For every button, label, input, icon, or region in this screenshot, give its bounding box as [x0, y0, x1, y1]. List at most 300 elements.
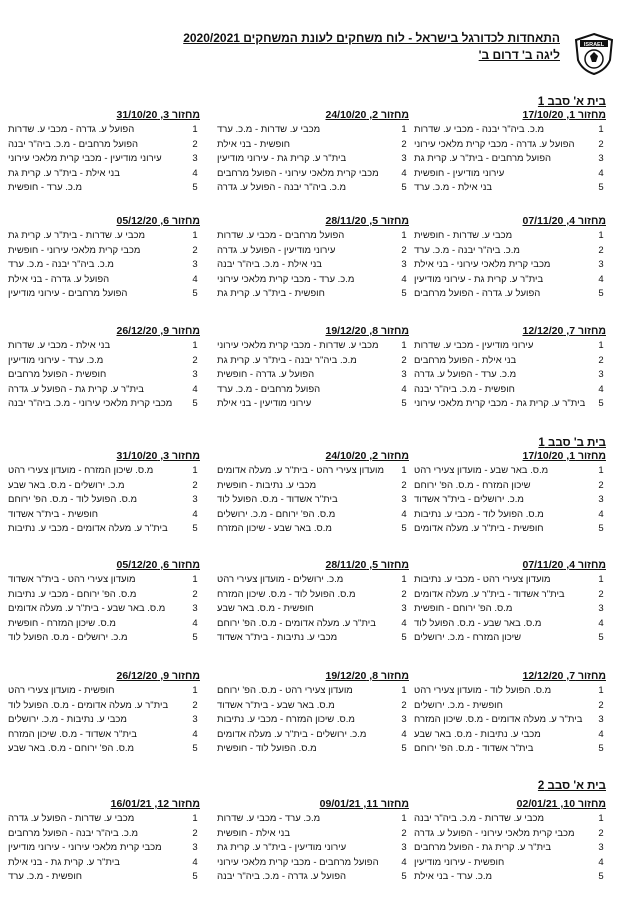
match-row [8, 229, 200, 244]
match-number: 4 [192, 383, 198, 395]
match-teams: חופשית - מ.כ. ערד [8, 871, 83, 883]
match-number: 4 [192, 856, 198, 868]
round-block [8, 324, 200, 412]
match-teams: בני אילת - בית"ר ע. קרית גת [8, 167, 120, 179]
match-teams: בני אילת - מ.כ. ערד [414, 182, 493, 194]
match-number: 5 [401, 182, 407, 194]
match-number: 1 [192, 465, 198, 476]
match-teams: מ.ס. הפועל לוד - חופשית [217, 743, 317, 755]
match-teams: מ.ס. באר שבע - מועדון צעירי רהט [414, 465, 549, 476]
match-teams: עירוני מודיעין - מכבי קרית מלאכי עירוני [8, 153, 162, 165]
match-row [414, 522, 606, 537]
match-row [414, 152, 606, 167]
match-row [217, 684, 409, 699]
match-row [217, 602, 409, 617]
match-row [8, 856, 200, 871]
match-number: 2 [401, 354, 407, 366]
match-row [8, 368, 200, 383]
match-number: 2 [192, 354, 198, 366]
match-number: 1 [401, 813, 407, 824]
match-row [8, 728, 200, 743]
match-number: 2 [598, 138, 604, 150]
match-teams: מ.כ. ירושלים - מועדון צעירי רהט [217, 574, 344, 585]
match-row [414, 479, 606, 494]
match-teams: מכבי ע. שדרות - מכבי קרית מלאכי עירוני [217, 340, 379, 351]
round-block [414, 797, 606, 885]
round-header: מחזור 5, 28/11/20 [325, 215, 409, 227]
match-teams: מ.ס. הפועל לוד - מ.ס. שיכון המזרח [217, 588, 356, 600]
match-number: 1 [192, 813, 198, 824]
match-teams: חופשית - מועדון צעירי רהט [8, 685, 115, 696]
match-number: 1 [598, 813, 604, 824]
match-row [217, 713, 409, 728]
round-header: מחזור 6, 05/12/20 [116, 559, 200, 571]
match-row [414, 339, 606, 354]
match-number: 5 [192, 632, 198, 644]
match-teams: מועדון צעירי רהט - בית"ר אשדוד [8, 574, 136, 585]
match-row [217, 383, 409, 398]
match-teams: חופשית - בני אילת [217, 138, 291, 150]
match-row [414, 713, 606, 728]
round-block [414, 669, 606, 757]
match-number: 2 [598, 244, 604, 256]
match-row [8, 573, 200, 588]
match-number: 2 [401, 244, 407, 256]
match-row [217, 368, 409, 383]
match-row [217, 631, 409, 646]
match-number: 5 [401, 288, 407, 300]
match-row [8, 841, 200, 856]
match-number: 4 [401, 383, 407, 395]
match-teams: בית"ר ע. מעלה אדומים - מ.ס. הפועל לוד [8, 699, 169, 711]
round-block [414, 449, 606, 537]
match-row [217, 728, 409, 743]
logo-text: ISRAEL [583, 42, 605, 48]
round-block [8, 449, 200, 537]
match-teams: חופשית - מ.כ. ירושלים [414, 699, 503, 711]
match-row [8, 699, 200, 714]
match-row [414, 287, 606, 302]
match-row [8, 354, 200, 369]
match-row [8, 617, 200, 632]
match-number: 1 [598, 124, 604, 135]
match-number: 3 [598, 603, 604, 615]
round-header: מחזור 6, 05/12/20 [116, 215, 200, 227]
match-number: 5 [401, 523, 407, 535]
match-teams: מכבי ע. נתיבות - מ.ס. באר שבע [414, 728, 541, 740]
match-row [217, 167, 409, 182]
match-number: 1 [401, 465, 407, 476]
match-teams: מ.כ. ירושלים - בית"ר אשדוד [414, 494, 524, 506]
match-teams: הפועל ע. גדרה - מ.כ. ביה"ר יבנה [217, 871, 347, 883]
match-number: 4 [598, 856, 604, 868]
match-number: 1 [598, 685, 604, 696]
match-teams: בית"ר ע. מעלה אדומים - מ.ס. הפ' ירוחם [217, 617, 376, 629]
round-block [414, 214, 606, 302]
match-number: 5 [598, 288, 604, 300]
round-block [217, 449, 409, 537]
match-number: 4 [192, 273, 198, 285]
round-header: מחזור 3, 31/10/20 [116, 450, 200, 462]
match-row [217, 152, 409, 167]
match-row [217, 870, 409, 885]
match-row [217, 841, 409, 856]
match-row [414, 167, 606, 182]
match-number: 5 [401, 871, 407, 883]
match-number: 4 [401, 508, 407, 520]
match-teams: חופשית - מ.ס. באר שבע [217, 603, 314, 615]
match-number: 2 [401, 827, 407, 839]
match-row [414, 464, 606, 479]
match-teams: מ.כ. ערד - בני אילת [414, 871, 493, 883]
match-teams: הפועל מרחבים - מ.כ. ערד [217, 383, 321, 395]
match-number: 5 [192, 288, 198, 300]
match-row [8, 684, 200, 699]
match-number: 1 [401, 574, 407, 585]
match-row [8, 123, 200, 138]
match-teams: חופשית - בית"ר ע. מעלה אדומים [414, 523, 544, 535]
match-teams: עירוני מודיעין - הפועל ע. גדרה [217, 244, 336, 256]
match-teams: בני אילת - הפועל מרחבים [414, 354, 517, 366]
round-block [8, 214, 200, 302]
match-number: 2 [598, 354, 604, 366]
match-number: 4 [598, 383, 604, 395]
match-number: 3 [192, 494, 198, 506]
match-row [217, 493, 409, 508]
match-teams: בני אילת - מ.כ. ביה"ר יבנה [217, 259, 322, 271]
match-row [217, 617, 409, 632]
match-teams: מכבי קרית מלאכי עירוני - עירוני מודיעין [8, 842, 162, 854]
match-number: 3 [401, 494, 407, 506]
match-teams: מ.כ. ירושלים - בית"ר ע. מעלה אדומים [217, 728, 367, 740]
match-teams: מ.כ. ביה"ר יבנה - מ.כ. ערד [8, 259, 114, 271]
match-row [217, 181, 409, 196]
match-number: 3 [401, 153, 407, 165]
match-row [414, 870, 606, 885]
match-number: 1 [401, 230, 407, 241]
match-row [8, 287, 200, 302]
match-teams: בית"ר אשדוד - בית"ר ע. מעלה אדומים [414, 588, 565, 600]
match-number: 1 [598, 465, 604, 476]
round-header: מחזור 8, 19/12/20 [325, 325, 409, 337]
match-number: 5 [598, 871, 604, 883]
match-teams: הפועל מרחבים - מ.כ. ביה"ר יבנה [8, 138, 139, 150]
match-teams: עירוני מודיעין - בני אילת [217, 398, 312, 410]
match-number: 2 [401, 479, 407, 491]
match-row [8, 167, 200, 182]
match-teams: חופשית - מ.כ. ביה"ר יבנה [414, 383, 515, 395]
match-row [8, 713, 200, 728]
round-block [217, 797, 409, 885]
match-teams: עירוני מודיעין - חופשית [414, 167, 505, 179]
match-number: 5 [192, 182, 198, 194]
match-teams: הפועל מרחבים - מכבי ע. שדרות [217, 230, 345, 241]
match-number: 2 [401, 699, 407, 711]
match-number: 4 [192, 508, 198, 520]
round-block [414, 324, 606, 412]
match-row [217, 354, 409, 369]
match-number: 3 [598, 842, 604, 854]
match-teams: מ.ס. באר שבע - בית"ר ע. מעלה אדומים [8, 603, 166, 615]
match-number: 4 [192, 617, 198, 629]
match-number: 5 [598, 743, 604, 755]
match-number: 3 [598, 494, 604, 506]
group-title: בית א' סבב 2 [537, 780, 606, 792]
match-number: 5 [401, 398, 407, 410]
match-number: 2 [598, 827, 604, 839]
match-row [8, 339, 200, 354]
match-number: 5 [598, 182, 604, 194]
match-row [8, 588, 200, 603]
match-teams: חופשית - בית"ר אשדוד [8, 508, 99, 520]
match-teams: בית"ר ע. קרית גת - עירוני מודיעין [217, 153, 347, 165]
match-teams: בני אילת - מכבי ע. שדרות [8, 340, 111, 351]
match-row [414, 573, 606, 588]
match-teams: מ.ס. הפ' ירוחם - מ.כ. ירושלים [217, 508, 336, 520]
match-row [8, 464, 200, 479]
match-number: 1 [598, 230, 604, 241]
match-teams: מ.כ. ביה"ר יבנה - בית"ר ע. קרית גת [217, 354, 357, 366]
match-teams: מ.ס. באר שבע - שיכון המזרח [217, 523, 332, 535]
match-number: 5 [192, 871, 198, 883]
match-teams: בית"ר אשדוד - מ.ס. הפועל לוד [217, 494, 338, 506]
round-header: מחזור 10, 02/01/21 [516, 798, 606, 810]
match-number: 4 [598, 508, 604, 520]
match-teams: עירוני מודיעין - בית"ר ע. קרית גת [217, 842, 347, 854]
match-row [217, 479, 409, 494]
match-row [414, 631, 606, 646]
match-teams: מ.ס. באר שבע - בית"ר אשדוד [217, 699, 335, 711]
round-header: מחזור 3, 31/10/20 [116, 109, 200, 121]
match-row [8, 631, 200, 646]
match-number: 3 [598, 714, 604, 726]
match-teams: בית"ר אשדוד - מ.ס. הפ' ירוחם [414, 743, 534, 755]
match-teams: בית"ר ע. קרית גת - הפועל מרחבים [414, 842, 552, 854]
match-row [414, 368, 606, 383]
match-number: 2 [192, 827, 198, 839]
match-number: 2 [401, 588, 407, 600]
match-row [217, 464, 409, 479]
match-number: 4 [401, 617, 407, 629]
match-teams: עירוני מודיעין - מכבי ע. שדרות [414, 340, 534, 351]
match-number: 5 [598, 523, 604, 535]
match-teams: מ.כ. ביה"ר יבנה - הפועל מרחבים [8, 827, 139, 839]
match-number: 1 [192, 230, 198, 241]
match-teams: מ.ס. הפ' ירוחם - מכבי ע. נתיבות [8, 588, 137, 600]
match-number: 4 [192, 728, 198, 740]
match-number: 1 [598, 574, 604, 585]
match-teams: מכבי ע. שדרות - מ.כ. ערד [217, 124, 321, 135]
match-teams: חופשית - עירוני מודיעין [414, 856, 505, 868]
match-teams: מכבי ע. נתיבות - מ.כ. ירושלים [8, 714, 127, 726]
match-teams: בני אילת - חופשית [217, 827, 291, 839]
match-number: 2 [598, 479, 604, 491]
match-number: 1 [401, 124, 407, 135]
match-teams: מ.כ. ירושלים - מ.ס. הפועל לוד [8, 632, 128, 644]
match-row [414, 397, 606, 412]
match-row [217, 339, 409, 354]
match-teams: חופשית - הפועל מרחבים [8, 369, 107, 381]
match-row [8, 479, 200, 494]
round-header: מחזור 9, 26/12/20 [116, 670, 200, 682]
match-number: 2 [192, 479, 198, 491]
match-row [217, 742, 409, 757]
match-teams: מכבי קרית מלאכי עירוני - חופשית [8, 244, 141, 256]
document-title: התאחדות לכדורגל בישראל - לוח משחקים לעונת המשחקים 2020/2021 [183, 31, 560, 45]
match-teams: מ.כ. ביה"ר יבנה - מכבי ע. שדרות [414, 124, 545, 135]
match-teams: הפועל מרחבים - בית"ר ע. קרית גת [414, 153, 552, 165]
match-row [217, 138, 409, 153]
match-teams: מ.כ. ערד - מכבי קרית מלאכי עירוני [217, 273, 355, 285]
match-row [414, 138, 606, 153]
round-header: מחזור 11, 09/01/21 [319, 798, 409, 810]
match-teams: שיכון המזרח - מ.כ. ירושלים [414, 632, 522, 644]
match-row [414, 383, 606, 398]
match-teams: הפועל ע. גדרה - מכבי ע. שדרות [8, 124, 135, 135]
match-number: 2 [598, 699, 604, 711]
round-block [217, 214, 409, 302]
match-teams: הפועל ע. גדרה - מכבי קרית מלאכי עירוני [414, 138, 575, 150]
match-teams: מ.כ. ביה"ר יבנה - מ.כ. ערד [414, 244, 520, 256]
round-header: מחזור 9, 26/12/20 [116, 325, 200, 337]
match-number: 3 [598, 259, 604, 271]
match-number: 3 [401, 714, 407, 726]
match-teams: מ.כ. ערד - עירוני מודיעין [8, 354, 104, 366]
match-number: 4 [598, 273, 604, 285]
match-row [8, 258, 200, 273]
match-row [414, 493, 606, 508]
match-row [217, 827, 409, 842]
match-teams: בית"ר ע. מעלה אדומים - מכבי ע. נתיבות [8, 523, 168, 535]
match-number: 5 [598, 632, 604, 644]
match-teams: בית"ר ע. קרית גת - בני אילת [8, 856, 120, 868]
match-number: 2 [192, 244, 198, 256]
match-row [217, 856, 409, 871]
match-teams: הפועל ע. גדרה - הפועל מרחבים [414, 288, 541, 300]
match-teams: הפועל ע. גדרה - חופשית [217, 369, 315, 381]
match-number: 4 [598, 728, 604, 740]
match-number: 1 [192, 685, 198, 696]
match-teams: מ.ס. הפ' ירוחם - מ.ס. באר שבע [8, 743, 135, 755]
match-teams: מכבי ע. שדרות - מ.כ. ביה"ר יבנה [414, 813, 545, 824]
match-row [217, 699, 409, 714]
match-teams: בית"ר ע. קרית גת - מכבי קרית מלאכי עירוני [414, 398, 586, 410]
match-row [414, 123, 606, 138]
match-number: 1 [401, 340, 407, 351]
match-row [414, 602, 606, 617]
match-number: 4 [401, 728, 407, 740]
match-number: 2 [192, 588, 198, 600]
match-row [217, 258, 409, 273]
match-row [8, 812, 200, 827]
round-header: מחזור 4, 07/11/20 [522, 215, 606, 227]
match-row [414, 181, 606, 196]
match-number: 3 [598, 369, 604, 381]
round-header: מחזור 2, 24/10/20 [325, 109, 409, 121]
match-teams: מכבי ע. שדרות - חופשית [414, 230, 513, 241]
match-teams: בית"ר ע. קרית גת - עירוני מודיעין [414, 273, 544, 285]
match-row [8, 273, 200, 288]
round-block [8, 558, 200, 646]
match-row [8, 602, 200, 617]
match-number: 3 [192, 259, 198, 271]
match-row [217, 273, 409, 288]
round-block [414, 108, 606, 196]
group-title: בית א' סבב 1 [537, 96, 606, 108]
match-row [217, 244, 409, 259]
round-block [217, 324, 409, 412]
match-teams: מ.כ. ערד - מכבי ע. שדרות [217, 813, 321, 824]
round-block [217, 108, 409, 196]
match-teams: בית"ר ע. מעלה אדומים - מ.ס. שיכון המזרח [414, 714, 583, 726]
match-number: 3 [192, 714, 198, 726]
match-number: 5 [192, 523, 198, 535]
match-teams: מכבי קרית מלאכי עירוני - הפועל מרחבים [217, 167, 379, 179]
match-row [217, 812, 409, 827]
round-block [414, 558, 606, 646]
round-header: מחזור 8, 19/12/20 [325, 670, 409, 682]
match-teams: הפועל מרחבים - עירוני מודיעין [8, 288, 128, 300]
round-header: מחזור 5, 28/11/20 [325, 559, 409, 571]
match-row [8, 870, 200, 885]
match-teams: מ.כ. ערד - הפועל ע. גדרה [414, 369, 517, 381]
match-row [217, 588, 409, 603]
league-subtitle: ליגה ב' דרום ב' [478, 48, 560, 62]
match-number: 5 [598, 398, 604, 410]
match-teams: מועדון צעירי רהט - מ.ס. הפ' ירוחם [217, 685, 353, 696]
match-row [414, 354, 606, 369]
match-row [414, 229, 606, 244]
match-row [414, 617, 606, 632]
round-header: מחזור 2, 24/10/20 [325, 450, 409, 462]
match-number: 1 [192, 340, 198, 351]
match-number: 5 [401, 743, 407, 755]
round-header: מחזור 1, 17/10/20 [522, 109, 606, 121]
round-block [217, 558, 409, 646]
match-row [8, 383, 200, 398]
match-number: 3 [192, 603, 198, 615]
match-number: 3 [401, 603, 407, 615]
match-number: 2 [192, 699, 198, 711]
match-number: 3 [401, 259, 407, 271]
match-row [217, 397, 409, 412]
match-teams: מועדון צעירי רהט - בית"ר ע. מעלה אדומים [217, 465, 385, 476]
match-number: 3 [192, 842, 198, 854]
match-teams: מ.כ. ירושלים - מ.ס. באר שבע [8, 479, 125, 491]
match-teams: מ.ס. שיכון המזרח - מכבי ע. נתיבות [217, 714, 355, 726]
match-teams: מ.כ. ערד - חופשית [8, 182, 83, 194]
match-number: 3 [192, 153, 198, 165]
match-teams: בית"ר אשדוד - מ.ס. שיכון המזרח [8, 728, 137, 740]
match-row [8, 244, 200, 259]
match-number: 4 [192, 167, 198, 179]
match-teams: הפועל ע. גדרה - בני אילת [8, 273, 110, 285]
match-teams: בית"ר ע. קרית גת - הפועל ע. גדרה [8, 383, 144, 395]
match-teams: מכבי ע. שדרות - הפועל ע. גדרה [8, 813, 135, 824]
match-number: 3 [401, 842, 407, 854]
match-teams: מ.ס. שיכון המזרח - חופשית [8, 617, 116, 629]
match-teams: מ.ס. הפועל לוד - מועדון צעירי רהט [414, 685, 552, 696]
round-header: מחזור 1, 17/10/20 [522, 450, 606, 462]
match-row [414, 244, 606, 259]
match-teams: מכבי ע. שדרות - בית"ר ע. קרית גת [8, 230, 146, 241]
match-teams: מ.ס. באר שבע - מ.ס. הפועל לוד [414, 617, 542, 629]
match-number: 3 [401, 369, 407, 381]
match-row [414, 856, 606, 871]
group-title: בית ב' סבב 1 [538, 437, 606, 449]
match-row [8, 493, 200, 508]
match-row [8, 742, 200, 757]
